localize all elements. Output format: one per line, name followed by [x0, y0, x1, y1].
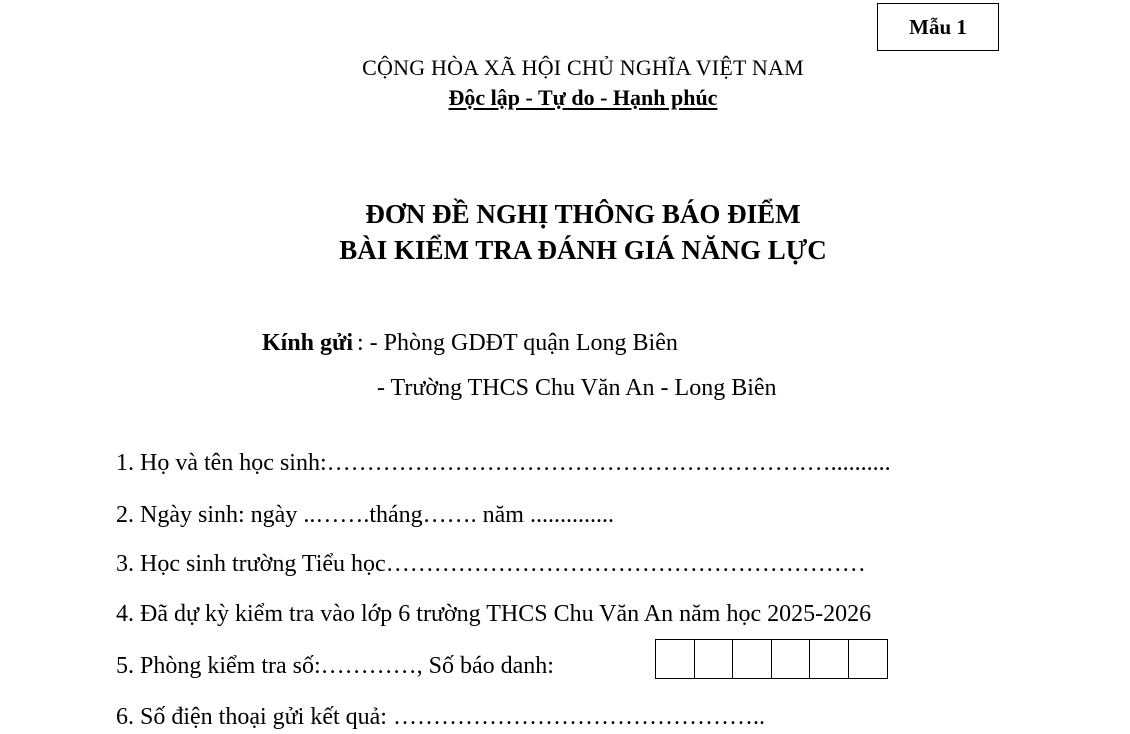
field-student-name: 1. Họ và tên học sinh:……………………………………………………….......... [116, 450, 891, 476]
candidate-number-boxes [655, 639, 888, 679]
motto-header [0, 85, 1130, 111]
form-code-box [877, 3, 999, 51]
field-primary-school: 3. Học sinh trường Tiểu học…………………………………………………… [116, 551, 866, 577]
candidate-number-digit-box[interactable] [848, 639, 888, 679]
candidate-number-digit-box[interactable] [732, 639, 772, 679]
recipient-2: - Trường THCS Chu Văn An - Long Biên [377, 375, 777, 401]
recipients-label: Kính gửi [262, 330, 354, 356]
field-room-and-id: 5. Phòng kiểm tra số:…………, Số báo danh: [116, 653, 554, 679]
candidate-number-digit-box[interactable] [694, 639, 734, 679]
motto-text: Độc lập - Tự do - Hạnh phúc [448, 85, 718, 110]
document-title-line2: BÀI KIỂM TRA ĐÁNH GIÁ NĂNG LỰC [339, 235, 827, 265]
nation-header: CỘNG HÒA XÃ HỘI CHỦ NGHĨA VIỆT NAM [362, 55, 804, 80]
form-code-label: Mẫu 1 [909, 14, 967, 39]
candidate-number-digit-box[interactable] [771, 639, 811, 679]
field-exam-info: 4. Đã dự kỳ kiểm tra vào lớp 6 trường THCS Chu Văn An năm học 2025-2026 [116, 601, 872, 627]
document-title-line1: ĐƠN ĐỀ NGHỊ THÔNG BÁO ĐIỂM [365, 199, 801, 229]
candidate-number-digit-box[interactable] [655, 639, 695, 679]
recipient-1: : - Phòng GDĐT quận Long Biên [357, 330, 678, 356]
field-phone: 6. Số điện thoại gửi kết quả: ……………………………………….. [116, 704, 765, 730]
candidate-number-digit-box[interactable] [809, 639, 849, 679]
field-birth-date: 2. Ngày sinh: ngày ..…….tháng……. năm .............. [116, 502, 614, 528]
